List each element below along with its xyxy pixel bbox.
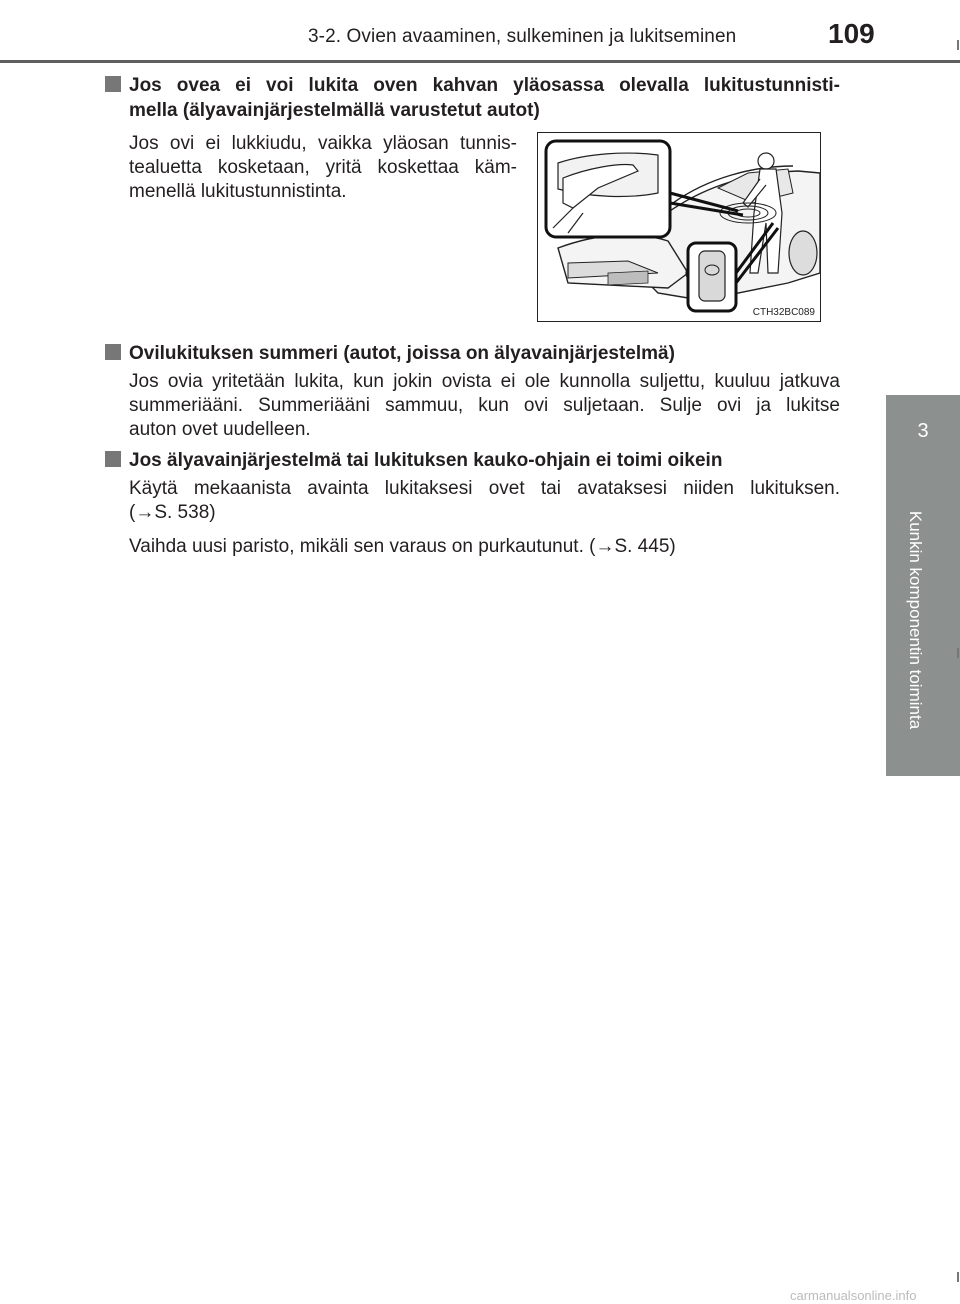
section-body-smart-key-fault: Käytä mekaanista avainta lukitaksesi ovet tai avataksesi niiden lukituksen. (→S. 538) xyxy=(129,478,840,523)
square-bullet-icon xyxy=(105,451,121,467)
square-bullet-icon xyxy=(105,76,121,92)
chapter-number: 3 xyxy=(917,420,929,442)
margin-tick xyxy=(957,648,959,658)
section-body-battery: Vaihda uusi paristo, mikäli sen varaus on purkautunut. (→S. 445) xyxy=(129,536,676,557)
section-heading-door-buzzer: Ovilukituksen summeri (autot, joissa on älyavainjärjestelmä) xyxy=(105,341,675,366)
section-heading-lock-sensor: Jos ovea ei voi lukita oven kahvan yläosassa olevalla lukitustunnisti- mella (älyavainjärjestelmällä varustetut autot) xyxy=(105,73,840,123)
margin-tick xyxy=(957,1272,959,1282)
running-header: 3-2. Ovien avaaminen, sulkeminen ja lukitseminen xyxy=(308,26,737,47)
watermark: carmanualsonline.info xyxy=(790,1288,917,1303)
chapter-label: Kunkin komponentin toiminta xyxy=(906,510,925,730)
section-heading-smart-key-fault: Jos älyavainjärjestelmä tai lukituksen kauko-ohjain ei toimi oikein xyxy=(105,448,722,473)
car-door-handle-illustration xyxy=(538,133,820,321)
margin-tick xyxy=(957,40,959,50)
header-rule xyxy=(0,60,960,63)
page-number: 109 xyxy=(828,18,875,49)
section-body-door-buzzer: Jos ovia yritetään lukita, kun jokin ovista ei ole kunnolla suljettu, kuuluu jatkuva summeriääni. Summeriääni sammuu, kun ovi suljetaan. Sulje ovi ja lukitse auton ovet uudelleen. xyxy=(129,371,840,440)
illustration-touch-lock-sensor xyxy=(537,132,821,322)
figure-code: CTH32BC089 xyxy=(752,307,815,318)
square-bullet-icon xyxy=(105,344,121,360)
section-body-lock-sensor: Jos ovi ei lukkiudu, vaikka yläosan tunnis- tealuetta kosketaan, yritä koskettaa käm- menellä lukitustunnistinta. xyxy=(129,133,517,202)
